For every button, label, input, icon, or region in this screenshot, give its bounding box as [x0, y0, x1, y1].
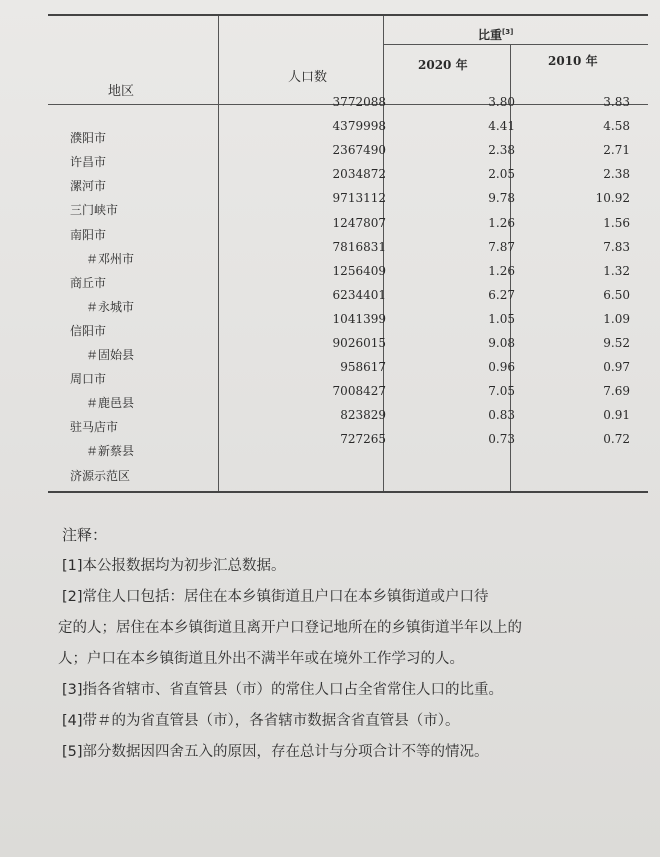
region-cell: 周口市 — [70, 372, 107, 387]
population-cell: 4379998 — [332, 119, 386, 134]
header-share — [478, 26, 513, 43]
share-2020-cell: 9.78 — [488, 191, 515, 206]
population-cell: 6234401 — [332, 287, 386, 302]
region-cell: ＃鹿邑县 — [86, 396, 135, 411]
region-cell: 濮阳市 — [70, 131, 107, 146]
table-row — [48, 432, 648, 459]
population-cell: 9713112 — [332, 191, 386, 206]
note-line: [5]部分数据因四舍五入的原因，存在总计与分项合计不等的情况。 — [62, 744, 489, 760]
share-2010-cell: 2.71 — [603, 143, 630, 158]
header-region: 地区 — [108, 84, 135, 99]
region-cell: 济源示范区 — [70, 468, 131, 483]
share-2020-cell: 1.05 — [488, 311, 515, 326]
share-2020-cell: 7.05 — [488, 384, 515, 399]
population-cell: 1041399 — [332, 311, 386, 326]
population-cell: 727265 — [340, 432, 386, 447]
share-2020-cell: 2.38 — [488, 143, 515, 158]
population-table — [48, 14, 648, 493]
header-2010: 2010 年 — [548, 54, 598, 68]
region-cell: 驻马店市 — [70, 420, 119, 435]
share-2020-cell: 0.96 — [488, 360, 515, 375]
population-cell: 958617 — [340, 360, 386, 375]
notes-section — [58, 520, 647, 768]
share-2020-cell: 1.26 — [488, 215, 515, 230]
table-row — [48, 143, 648, 170]
region-cell: 三门峡市 — [70, 203, 119, 218]
table-header — [48, 14, 648, 105]
population-cell: 9026015 — [332, 336, 386, 350]
region-cell: 许昌市 — [70, 155, 107, 170]
share-2020-cell: 6.27 — [488, 287, 515, 302]
table-row — [48, 95, 648, 115]
population-cell: 7008427 — [332, 384, 386, 399]
share-2010-cell: 3.83 — [603, 95, 630, 109]
note-line: [4]带＃的为省直管县（市），各省辖市数据含省直管县（市）。 — [62, 713, 460, 729]
share-2010-cell: 6.50 — [603, 287, 630, 302]
population-cell: 2034872 — [332, 167, 386, 182]
share-2020-cell: 0.83 — [488, 408, 515, 423]
population-cell: 2367490 — [332, 143, 386, 158]
header-population: 人口数 — [288, 70, 328, 85]
share-2020-cell: 2.05 — [488, 167, 515, 182]
table-row — [48, 384, 648, 411]
table-row — [48, 215, 648, 242]
population-cell: 7816831 — [332, 239, 386, 254]
population-cell: 1256409 — [332, 263, 386, 278]
table-row — [48, 239, 648, 266]
share-2010-cell: 10.92 — [595, 191, 630, 206]
share-2010-cell: 1.32 — [603, 263, 630, 278]
share-2020-cell: 3.80 — [488, 95, 515, 109]
share-2020-cell: 0.73 — [488, 432, 515, 447]
notes-title: 注释： — [62, 526, 108, 544]
region-cell: 商丘市 — [70, 275, 107, 290]
header-subline — [383, 44, 648, 45]
population-cell: 823829 — [340, 408, 386, 423]
header-divider — [383, 16, 384, 104]
region-cell: 信阳市 — [70, 323, 107, 338]
table-row — [48, 457, 648, 483]
table-row — [48, 263, 648, 290]
note-line: 人；户口在本乡镇街道且外出不满半年或在境外工作学习的人。 — [58, 651, 464, 667]
share-2010-cell: 0.72 — [603, 432, 630, 447]
share-2020-cell: 4.41 — [488, 119, 515, 134]
region-cell: ＃永城市 — [86, 299, 135, 314]
share-2020-cell: 7.87 — [488, 239, 515, 254]
share-2010-cell: 7.69 — [603, 384, 630, 399]
header-share-note: [3] — [502, 28, 514, 36]
share-2020-cell: 9.08 — [488, 336, 515, 350]
share-2010-cell: 0.97 — [603, 360, 630, 375]
header-divider — [218, 16, 219, 104]
table-row — [48, 287, 648, 314]
region-cell: ＃固始县 — [86, 348, 135, 362]
table-row — [48, 360, 648, 387]
population-cell: 1247807 — [332, 215, 386, 230]
share-2010-cell: 1.09 — [603, 311, 630, 326]
header-2020: 2020 年 — [418, 58, 468, 72]
region-cell: 漯河市 — [70, 179, 107, 194]
share-2010-cell: 1.56 — [603, 215, 630, 230]
table-row — [48, 191, 648, 218]
note-line: 定的人；居住在本乡镇街道且离开户口登记地所在的乡镇街道半年以上的 — [58, 620, 522, 636]
share-2010-cell: 0.91 — [603, 408, 630, 423]
share-2010-cell: 4.58 — [603, 119, 630, 134]
share-2010-cell: 7.83 — [603, 239, 630, 254]
population-cell: 3772088 — [332, 95, 386, 109]
region-cell: ＃邓州市 — [86, 251, 135, 266]
header-share-label: 比重 — [478, 28, 503, 42]
table-row — [48, 119, 648, 146]
share-2010-cell: 9.52 — [603, 336, 630, 350]
table-row — [48, 311, 648, 338]
region-cell: ＃新蔡县 — [86, 444, 135, 459]
region-cell: 南阳市 — [70, 227, 107, 242]
note-line: [2]常住人口包括：居住在本乡镇街道且户口在本乡镇街道或户口待 — [62, 589, 489, 605]
table-row — [48, 336, 648, 362]
table-row — [48, 167, 648, 194]
note-line: [1]本公报数据均为初步汇总数据。 — [62, 558, 286, 574]
note-line: [3]指各省辖市、省直管县（市）的常住人口占全省常住人口的比重。 — [62, 682, 504, 698]
share-2010-cell: 2.38 — [603, 167, 630, 182]
table-row — [48, 408, 648, 435]
table-body — [48, 95, 648, 493]
share-2020-cell: 1.26 — [488, 263, 515, 278]
